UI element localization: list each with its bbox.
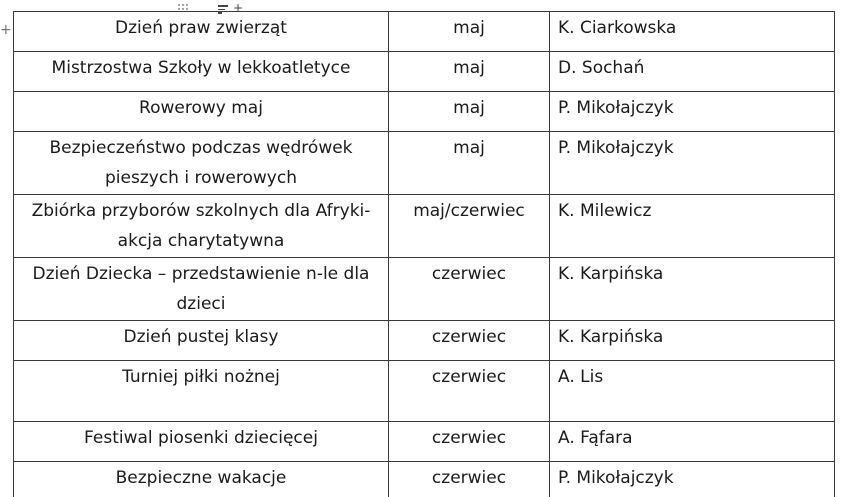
table-row [14,321,835,361]
month-cell[interactable]: maj [389,132,550,195]
event-cell[interactable]: Bezpieczeństwo podczas wędrówek pieszych i rowerowych [14,132,389,195]
table-row [14,12,835,52]
person-cell[interactable]: K. Milewicz [550,195,835,258]
person-cell[interactable]: P. Mikołajczyk [550,92,835,132]
month-cell[interactable]: maj [389,12,550,52]
event-cell[interactable]: Mistrzostwa Szkoły w lekkoatletyce [14,52,389,92]
event-cell[interactable]: Dzień praw zwierząt [14,12,389,52]
table-row [14,258,835,321]
table-row [14,92,835,132]
person-cell[interactable]: A. Lis [550,361,835,422]
month-cell[interactable]: czerwiec [389,258,550,321]
event-cell[interactable]: Rowerowy maj [14,92,389,132]
person-cell[interactable]: K. Karpińska [550,321,835,361]
month-cell[interactable]: czerwiec [389,422,550,462]
person-cell[interactable]: K. Karpińska [550,258,835,321]
table-row [14,361,835,422]
person-cell[interactable]: D. Sochań [550,52,835,92]
events-table [13,11,835,497]
event-cell[interactable]: Dzień pustej klasy [14,321,389,361]
table-row [14,132,835,195]
person-cell[interactable]: K. Ciarkowska [550,12,835,52]
person-cell[interactable]: P. Mikołajczyk [550,132,835,195]
month-cell[interactable]: maj/czerwiec [389,195,550,258]
event-cell[interactable]: Festiwal piosenki dziecięcej [14,422,389,462]
event-cell[interactable]: Zbiórka przyborów szkolnych dla Afryki-akcja charytatywna [14,195,389,258]
person-cell[interactable]: P. Mikołajczyk [550,462,835,497]
table-row [14,52,835,92]
add-column-icon[interactable]: + [233,1,244,15]
month-cell[interactable]: maj [389,52,550,92]
event-cell[interactable]: Dzień Dziecka – przedstawienie n-le dla dzieci [14,258,389,321]
month-cell[interactable]: czerwiec [389,361,550,422]
event-cell[interactable]: Bezpieczne wakacje [14,462,389,497]
event-cell[interactable]: Turniej piłki nożnej [14,361,389,422]
add-row-icon[interactable]: + [0,22,12,38]
person-cell[interactable]: A. Fąfara [550,422,835,462]
month-cell[interactable]: maj [389,92,550,132]
month-cell[interactable]: czerwiec [389,321,550,361]
month-cell[interactable]: czerwiec [389,462,550,497]
table-row [14,462,835,497]
table-row [14,422,835,462]
table-row [14,195,835,258]
